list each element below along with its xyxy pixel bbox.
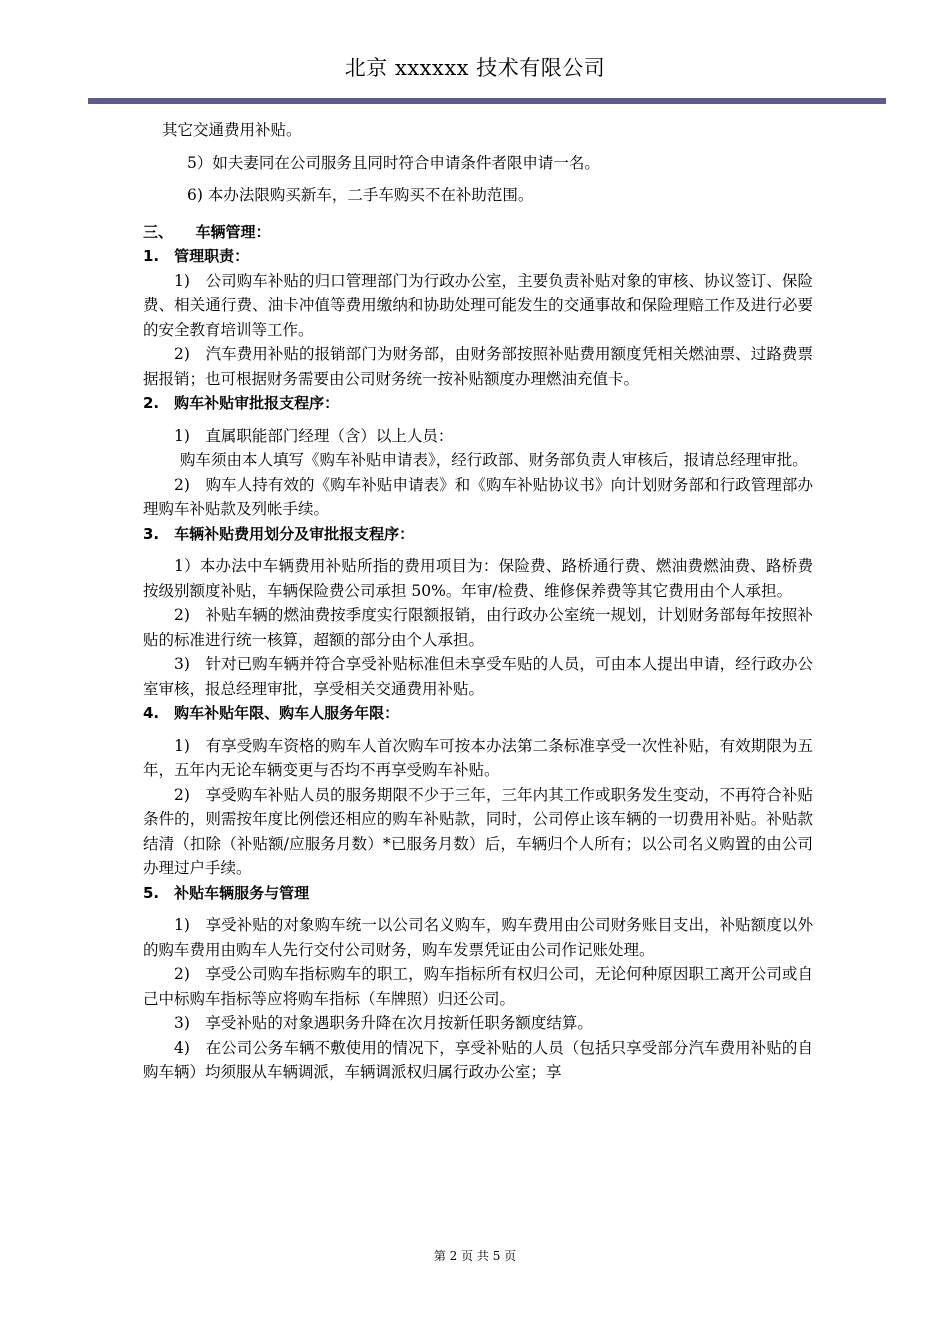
subsection-heading: 1. 管理职责： xyxy=(143,247,250,265)
paragraph: 2) 补贴车辆的燃油费按季度实行限额报销，由行政办公室统一规划，计划财务部每年按照补贴的标准进行统一核算，超额的部分由个人承担。 xyxy=(143,606,813,649)
paragraph: 4) 在公司公务车辆不敷使用的情况下，享受补贴的人员（包括只享受部分汽车费用补贴的自购车辆）均须服从车辆调派，车辆调派权归属行政办公室；享 xyxy=(143,1038,813,1081)
document-body xyxy=(143,118,813,1085)
list-item: 6) 本办法限购买新车，二手车购买不在补助范围。 xyxy=(187,186,534,204)
paragraph: 1) 享受补贴的对象购车统一以公司名义购车，购车费用由公司财务账目支出，补贴额度以外的购车费用由购车人先行交付公司财务，购车发票凭证由公司作记账处理。 xyxy=(143,916,813,959)
paragraph: 其它交通费用补贴。 xyxy=(162,121,302,139)
paragraph: 1) 有享受购车资格的购车人首次购车可按本办法第二条标准享受一次性补贴，有效期限为五年，五年内无论车辆变更与否均不再享受购车补贴。 xyxy=(143,736,813,779)
page-number: 第 2 页 共 5 页 xyxy=(433,1249,517,1263)
list-item: 5）如夫妻同在公司服务且同时符合申请条件者限申请一名。 xyxy=(187,153,600,172)
subsection-heading: 2. 购车补贴审批报支程序： xyxy=(143,394,340,412)
header-divider xyxy=(88,98,886,104)
paragraph: 3) 针对已购车辆并符合享受补贴标准但未享受车贴的人员，可由本人提出申请，经行政办公室审核，报总经理审批，享受相关交通费用补贴。 xyxy=(143,655,813,698)
paragraph: 1) 公司购车补贴的归口管理部门为行政办公室，主要负责补贴对象的审核、协议签订、保险费、相关通行费、油卡冲值等费用缴纳和协助处理可能发生的交通事故和保险理赔工作及进行必要的安全教育培训等工作。 xyxy=(143,271,813,339)
page-header-title: 北京 xxxxxx 技术有限公司 xyxy=(344,56,606,80)
paragraph: 2) 购车人持有效的《购车补贴申请表》和《购车补贴协议书》向计划财务部和行政管理部办理购车补贴款及列帐手续。 xyxy=(143,475,813,518)
paragraph: 2) 汽车费用补贴的报销部门为财务部，由财务部按照补贴费用额度凭相关燃油票、过路费票据报销；也可根据财务需要由公司财务统一按补贴额度办理燃油充值卡。 xyxy=(143,345,813,388)
paragraph: 3) 享受补贴的对象遇职务升降在次月按新任职务额度结算。 xyxy=(174,1014,593,1032)
paragraph: 2) 享受购车补贴人员的服务期限不少于三年，三年内其工作或职务发生变动，不再符合补贴条件的，则需按年度比例偿还相应的购车补贴款，同时，公司停止该车辆的一切费用补贴。补贴款结清（扣除（补贴额/应服务月数）*已服务月数）后，车辆归个人所有；以公司名义购置的由公司办理过户手续。 xyxy=(143,785,813,877)
paragraph: 购车须由本人填写《购车补贴申请表》，经行政部、财务部负责人审核后，报请总经理审批。 xyxy=(180,451,808,469)
section-heading: 三、 车辆管理： xyxy=(143,222,271,241)
subsection-heading: 3. 车辆补贴费用划分及审批报支程序： xyxy=(143,524,415,543)
subsection-heading: 5. 补贴车辆服务与管理 xyxy=(143,883,310,902)
paragraph: 2) 享受公司购车指标购车的职工，购车指标所有权归公司，无论何种原因职工离开公司或自己中标购车指标等应将购车指标（车牌照）归还公司。 xyxy=(143,965,813,1008)
paragraph: 1) 直属职能部门经理（含）以上人员： xyxy=(174,426,454,445)
subsection-heading: 4. 购车补贴年限、购车人服务年限： xyxy=(143,704,400,722)
paragraph: 1）本办法中车辆费用补贴所指的费用项目为：保险费、路桥通行费、燃油费燃油费、路桥费按级别额度补贴，车辆保险费公司承担 50%。年审/检费、维修保养费等其它费用由个人承担。 xyxy=(143,557,813,600)
